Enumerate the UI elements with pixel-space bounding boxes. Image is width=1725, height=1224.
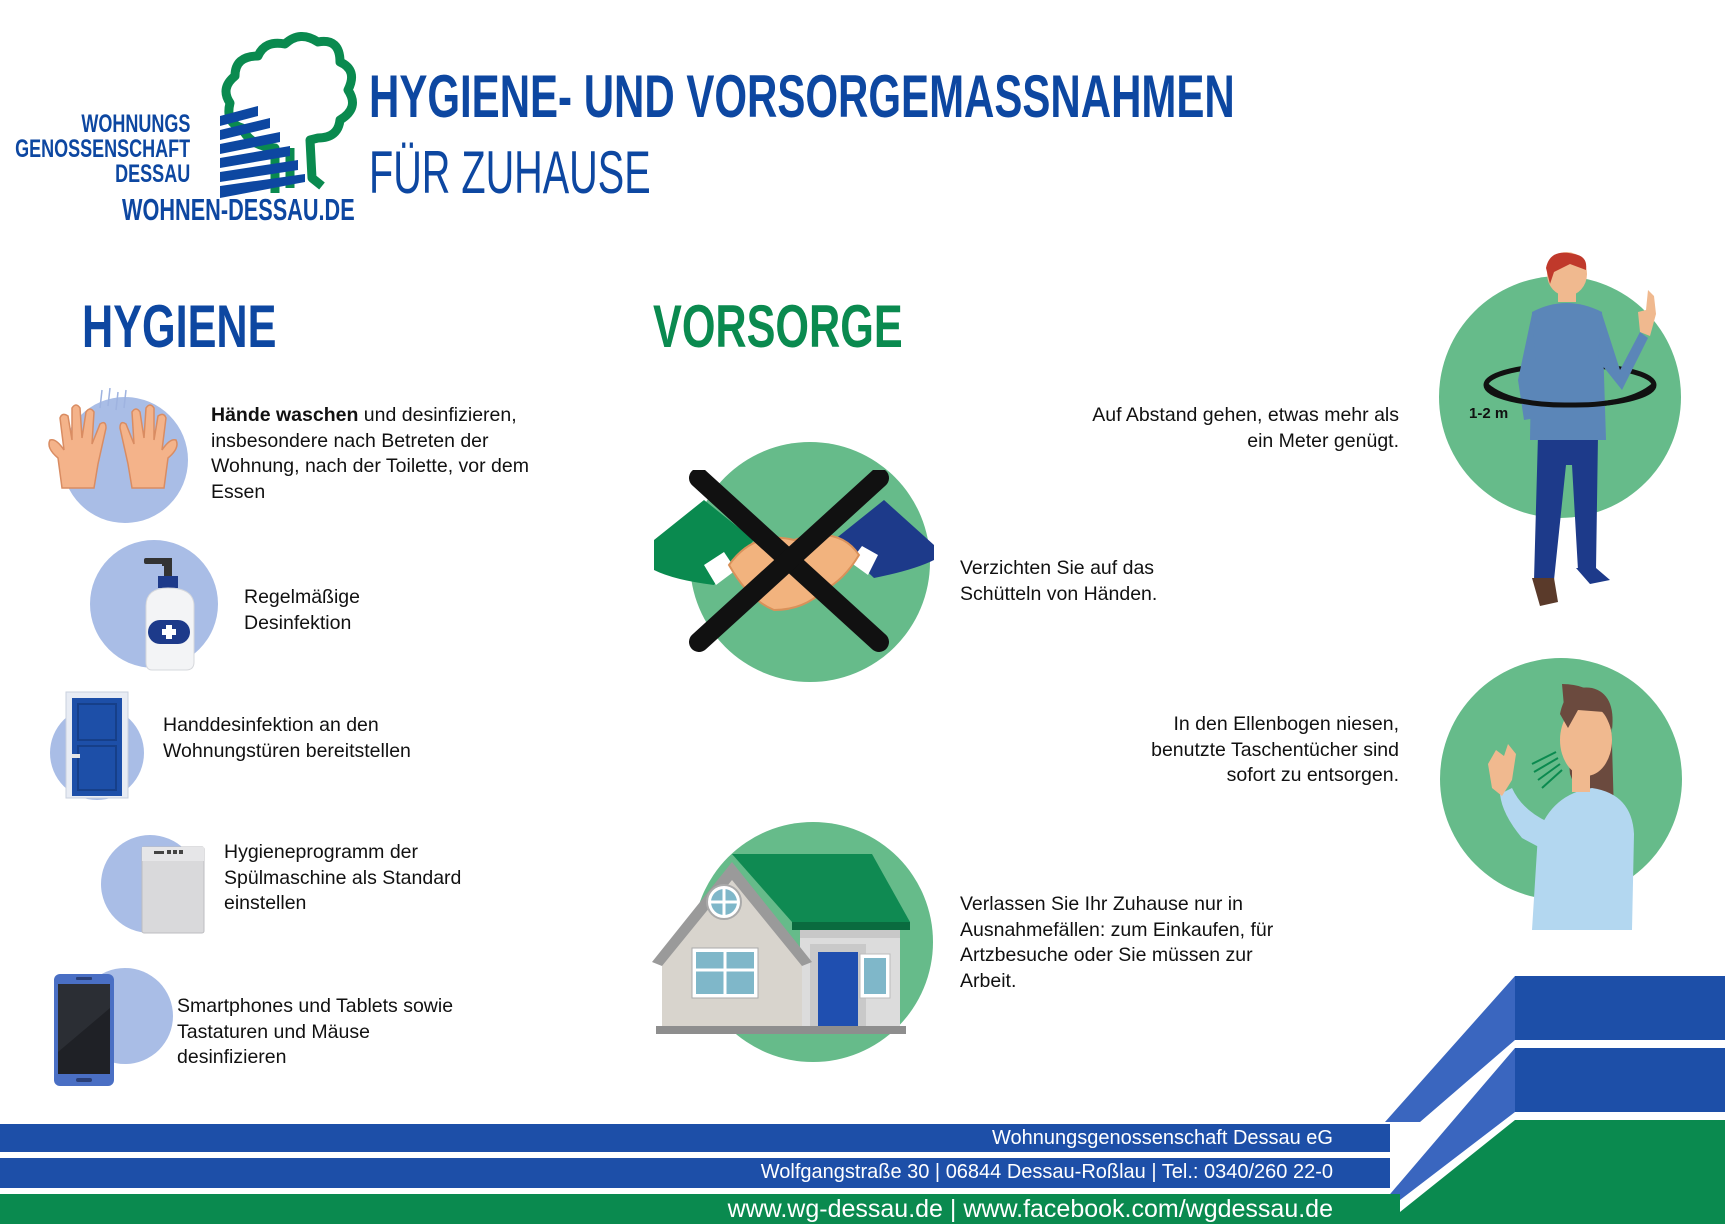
vorsorge-text-handshake: Verzichten Sie auf das Schütteln von Händen. [960, 557, 1158, 605]
logo-line-2: GENOSSENSCHAFT [14, 135, 190, 163]
hygiene-text-5: Smartphones und Tablets sowie Tastaturen und Mäuse desinfizieren [177, 995, 454, 1068]
footer-address: Wolfgangstraße 30 | 06844 Dessau-Roßlau | Tel.: 0340/260 22-0 [760, 1161, 1333, 1183]
vorsorge-heading: VORSORGE [653, 293, 903, 360]
logo [14, 28, 360, 243]
tree-building-logo-icon [180, 28, 370, 203]
vorsorge-text-distance: Auf Abstand gehen, etwas mehr als ein Meter genügt. [1092, 404, 1399, 452]
door-icon [64, 690, 130, 800]
sneezing-woman-icon [1482, 684, 1642, 930]
handshake-crossed-icon [654, 470, 934, 660]
page-subtitle: FÜR ZUHAUSE [369, 139, 651, 206]
hygiene-heading: HYGIENE [82, 293, 277, 360]
page-title: HYGIENE- UND VORSORGEMASSNAHMEN [369, 63, 1235, 130]
distance-label: 1-2 m [1469, 405, 1509, 422]
hygiene-text-3: Handdesinfektion an den Wohnungstüren bereitstellen [163, 714, 411, 762]
footer-stripes-decoration [0, 970, 1725, 1224]
vorsorge-text-sneeze: In den Ellenbogen niesen, benutzte Taschentücher sind sofort zu entsorgen. [1151, 713, 1399, 786]
distance-person-icon [1470, 250, 1670, 612]
hygiene-text-4: Hygieneprogramm der Spülmaschine als Standard einstellen [224, 841, 462, 914]
logo-line-3: DESSAU [114, 160, 190, 188]
hygiene-text-2: Regelmäßige Desinfektion [244, 586, 360, 634]
hygiene-text-1: Hände waschen und desinfizieren, insbesondere nach Betreten der Wohnung, nach der Toilette, vor dem Essen [211, 404, 529, 503]
sanitizer-bottle-icon [138, 556, 204, 672]
logo-line-1: WOHNUNGS [80, 110, 190, 138]
hands-icon [44, 388, 184, 498]
footer-company: Wohnungsgenossenschaft Dessau eG [992, 1127, 1333, 1149]
vorsorge-text-house: Verlassen Sie Ihr Zuhause nur in Ausnahmefällen: zum Einkaufen, für Artzbesuche oder Sie müssen zur Arbeit. [960, 893, 1274, 992]
logo-website[interactable]: WOHNEN-DESSAU.DE [122, 192, 355, 227]
footer-web-links[interactable]: www.wg-dessau.de | www.facebook.com/wgdessau.de [727, 1195, 1333, 1223]
dishwasher-icon [140, 845, 206, 935]
